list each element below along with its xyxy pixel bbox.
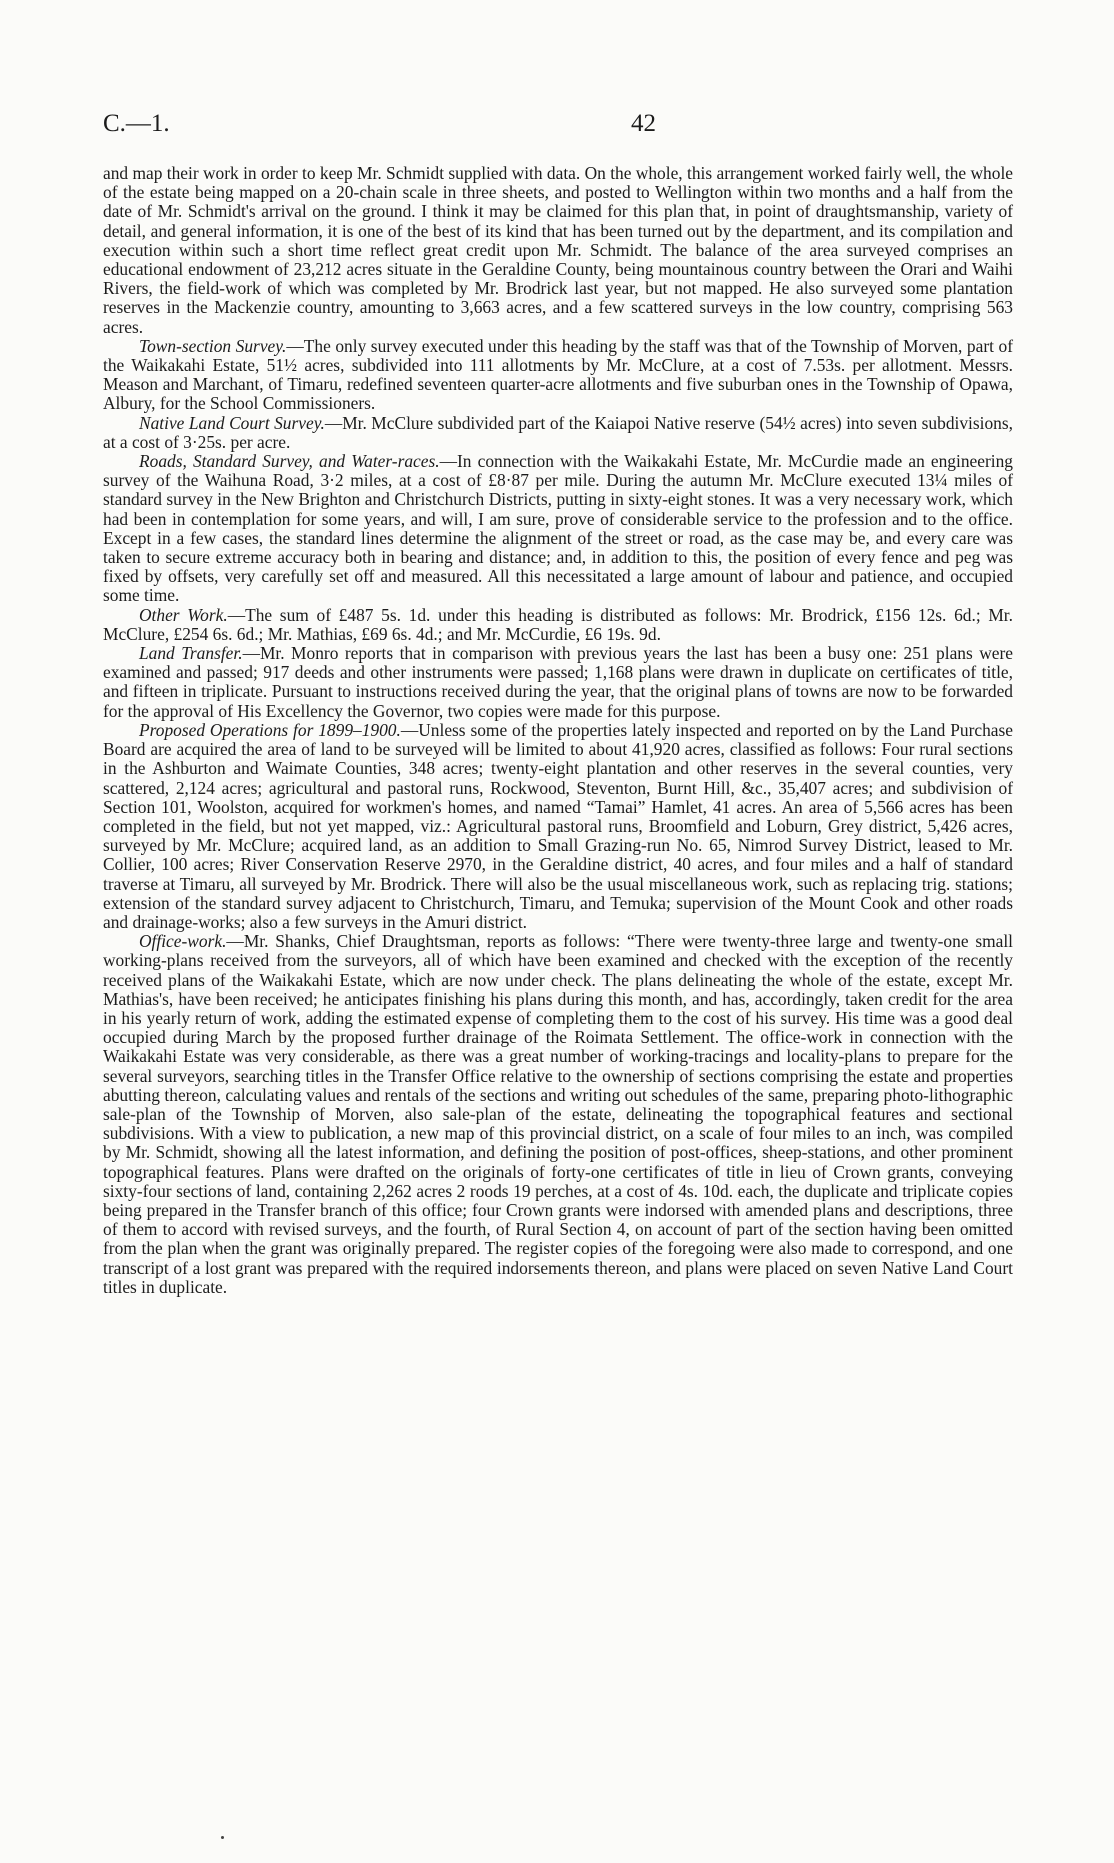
paragraph-text: —Mr. McClure subdivided part of the Kaiapoi Native reserve (54½ acres) into seven subdivisions, at a cost of 3·25s. per acre. (103, 412, 1013, 452)
paragraph-text: —Unless some of the properties lately inspected and reported on by the Land Purchase Board are acquired the area of land to be surveyed will be limited to about 41,920 acres, classified as follows: Four rural sections in the Ashburton and Waimate Counties, 348 acres; twenty-eight plantation and other reserves in the several counties, very scattered, 2,124 acres; agricultural and pastoral runs, Rockwood, Steventon, Burnt Hill, &c., 35,407 acres; and subdivision of Section 101, Woolston, acquired for workmen's homes, and named “Tamai” Hamlet, 41 acres. An area of 5,566 acres has been completed in the field, but not yet mapped, viz.: Agricultural pastoral runs, Broomfield and Loburn, Grey district, 5,426 acres, surveyed by Mr. McClure; acquired land, as an addition to Small Grazing-run No. 65, Nimrod Survey District, leased to Mr. Collier, 100 acres; River Conservation Reserve 2970, in the Geraldine district, 40 acres, and four miles and a half of standard traverse at Timaru, all surveyed by Mr. Brodrick. There will also be the usual miscellaneous work, such as replacing trig. stations; extension of the standard survey adjacent to Christchurch, Timaru, and Temuka; supervision of the Mount Cook and other roads and drainage-works; also a few surveys in the Amuri district. (103, 719, 1013, 932)
paragraph-native-land-court-survey (103, 414, 1013, 452)
paragraph-other-work (103, 606, 1013, 644)
paragraph-text: —The only survey executed under this heading by the staff was that of the Township of Morven, part of the Waikakahi Estate, 51½ acres, subdivided into 111 allotments by Mr. McClure, at a cost of 7.53s. per allotment. Messrs. Meason and Marchant, of Timaru, redefined seventeen quarter-acre allotments and five suburban ones in the Township of Opawa, Albury, for the School Commissioners. (103, 335, 1014, 414)
paragraph-continuation (103, 164, 1013, 337)
paragraph-text: —The sum of £487 5s. 1d. under this heading is distributed as follows: Mr. Brodrick, £156 12s. 6d.; Mr. McClure, £254 6s. 6d.; Mr. Mathias, £69 6s. 4d.; and Mr. McCurdie, £6 19s. 9d. (103, 604, 1013, 644)
paragraph-office-work (103, 932, 1013, 1297)
section-heading: Native Land Court Survey. (139, 412, 325, 433)
paragraph-proposed-operations (103, 721, 1013, 932)
section-heading: Other Work. (139, 604, 228, 625)
section-heading: Land Transfer. (139, 643, 243, 664)
paragraph-town-section-survey (103, 337, 1013, 414)
section-heading: Roads, Standard Survey, and Water-races. (139, 451, 440, 472)
paragraph-text: —Mr. Shanks, Chief Draughtsman, reports as follows: “There were twenty-three large and twenty-one small working-plans received from the surveyors, all of which have been examined and checked with the exception of the recently received plans of the Waikakahi Estate, which are now under check. The plans delineating the whole of the estate, except Mr. Mathias's, have been received; he anticipates finishing his plans during this month, and has, accordingly, taken credit for the area in his yearly return of work, adding the estimated expense of completing them to the cost of his survey. His time was a good deal occupied during March by the proposed further drainage of the Roimata Settlement. The office-work in connection with the Waikakahi Estate was very considerable, as there was a great number of working-tracings and locality-plans to prepare for the several surveyors, searching titles in the Transfer Office relative to the ownership of sections comprising the estate and properties abutting thereon, calculating values and rentals of the sections and writing out schedules of the same, preparing photo-lithographic sale-plan of the Township of Morven, also sale-plan of the estate, delineating the topographical features and sectional subdivisions. With a view to publication, a new map of this provincial district, on a scale of four miles to an inch, was compiled by Mr. Schmidt, showing all the latest information, and defining the position of post-offices, sheep-stations, and other prominent topographical features. Plans were drafted on the originals of forty-one certificates of title in lieu of Crown grants, conveying sixty-four sections of land, containing 2,262 acres 2 roods 19 perches, at a cost of 4s. 10d. each, the duplicate and triplicate copies being prepared in the Transfer branch of this office; four Crown grants were indorsed with amended plans and descriptions, three of them to accord with revised surveys, and the fourth, of Rural Section 4, on account of part of the section having been omitted from the plan when the grant was originally prepared. The register copies of the foregoing were also made to correspond, and one transcript of a lost grant was prepared with the required indorsements thereon, and plans were placed on seven Native Land Court titles in duplicate. (103, 931, 1013, 1297)
page-header (103, 110, 1013, 140)
section-heading: Proposed Operations for 1899–1900. (139, 719, 401, 740)
page-number: 42 (631, 110, 656, 137)
ink-speck (221, 1836, 224, 1839)
report-body (103, 164, 1013, 1297)
document-reference: C.—1. (103, 110, 170, 137)
paragraph-land-transfer (103, 644, 1013, 721)
section-heading: Office-work. (139, 931, 227, 952)
paragraph-text: —In connection with the Waikakahi Estate, Mr. McCurdie made an engineering survey of the Waihuna Road, 3·2 miles, at a cost of £8·87 per mile. During the autumn Mr. McClure executed 13¼ miles of standard survey in the New Brighton and Christchurch Districts, putting in sixty-eight stones. It was a very necessary work, which had been in contemplation for some years, and will, I am sure, prove of considerable service to the profession and to the office. Except in a few cases, the standard lines determine the alignment of the street or road, as the case may be, and every care was taken to secure extreme accuracy both in bearing and distance; and, in addition to this, the position of every fence and peg was fixed by offsets, very carefully set off and measured. All this necessitated a large amount of labour and patience, and occupied some time. (103, 451, 1013, 606)
paragraph-text: —Mr. Monro reports that in comparison with previous years the last has been a busy one: 251 plans were examined and passed; 917 deeds and other instruments were passed; 1,168 plans were drawn in duplicate on certificates of title, and fifteen in triplicate. Pursuant to instructions received during the year, that the original plans of towns are now to be forwarded for the approval of His Excellency the Governor, two copies were made for this purpose. (103, 643, 1013, 721)
section-heading: Town-section Survey. (139, 335, 287, 356)
paragraph-text: and map their work in order to keep Mr. Schmidt supplied with data. On the whole, this arrangement worked fairly well, the whole of the estate being mapped on a 20-chain scale in three sheets, and posted to Wellington within two months and a half from the date of Mr. Schmidt's arrival on the ground. I think it may be claimed for this plan that, in point of draughtsmanship, variety of detail, and general information, it is one of the best of its kind that has been turned out by the department, and its compilation and execution within such a short time reflect great credit upon Mr. Schmidt. The balance of the area surveyed comprises an educational endowment of 23,212 acres situate in the Geraldine County, being mountainous country between the Orari and Waihi Rivers, the field-work of which was completed by Mr. Brodrick last year, but not mapped. He also surveyed some plantation reserves in the Mackenzie country, amounting to 3,663 acres, and a few scattered surveys in the low country, comprising 563 acres. (103, 163, 1013, 337)
paragraph-roads-standard-survey (103, 452, 1013, 606)
